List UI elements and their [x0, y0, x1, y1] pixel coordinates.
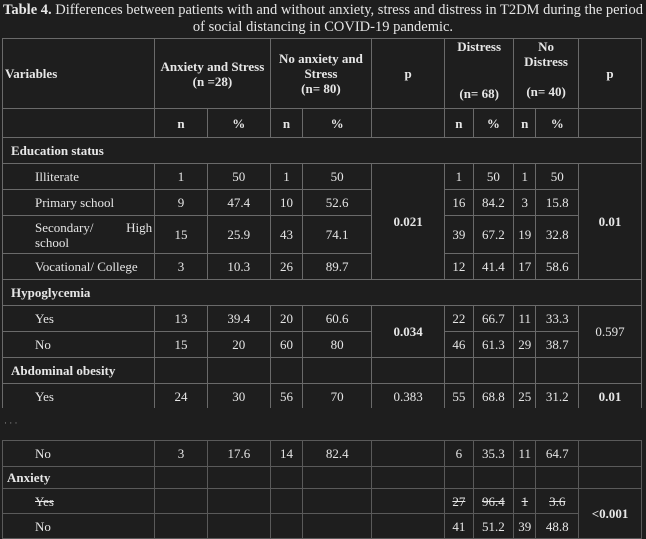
- cell: 66.7: [473, 306, 514, 332]
- distress-n: (n= 68): [459, 86, 499, 101]
- subheader-n: n: [270, 109, 302, 138]
- cell: 68.8: [473, 384, 514, 410]
- cell: 56: [270, 384, 302, 410]
- cell: 51.2: [473, 514, 514, 539]
- cell: 52.6: [303, 190, 372, 216]
- row-label: Illiterate: [3, 164, 155, 190]
- header-p1: p: [372, 39, 445, 109]
- cell: 27: [445, 489, 473, 514]
- section-row: [3, 138, 642, 164]
- cell: 55: [445, 384, 473, 410]
- cell: 25: [514, 384, 536, 410]
- cell: 19: [514, 216, 536, 254]
- cell: 13: [155, 306, 208, 332]
- cell: 6: [445, 441, 473, 467]
- cell: 60: [270, 332, 302, 358]
- section-hypoglycemia: Hypoglycemia: [3, 280, 642, 306]
- row-label: Primary school: [3, 190, 155, 216]
- results-table: [2, 38, 642, 410]
- cell: 84.2: [473, 190, 514, 216]
- header-p2: p: [579, 39, 642, 109]
- cell: 26: [270, 254, 302, 280]
- cell: 43: [270, 216, 302, 254]
- cell: 50: [473, 164, 514, 190]
- cell: 17: [514, 254, 536, 280]
- cell: 11: [514, 441, 536, 467]
- cell: 89.7: [303, 254, 372, 280]
- row-label: Vocational/ College: [3, 254, 155, 280]
- cell: 24: [155, 384, 208, 410]
- cell: 80: [303, 332, 372, 358]
- cell: 33.3: [536, 306, 579, 332]
- anx-stress-label: Anxiety and Stress: [160, 58, 265, 74]
- p-education-1: 0.021: [372, 164, 445, 280]
- cell: 58.6: [536, 254, 579, 280]
- p-education-2: 0.01: [579, 164, 642, 280]
- cell: 41: [445, 514, 473, 539]
- subheader-pct: %: [473, 109, 514, 138]
- row-label: No: [3, 332, 155, 358]
- subheader-n: n: [155, 109, 208, 138]
- cell: 48.8: [536, 514, 579, 539]
- cell: 31.2: [536, 384, 579, 410]
- subheader-pct: %: [536, 109, 579, 138]
- cell: 70: [303, 384, 372, 410]
- cell: 20: [207, 332, 270, 358]
- no-anx-stress-label: No anxiety and Stress: [279, 51, 363, 81]
- table-row: [3, 190, 642, 216]
- p-hypoglycemia-1: 0.034: [372, 306, 445, 358]
- cell: 14: [270, 441, 302, 467]
- table-row: [3, 164, 642, 190]
- table-caption: [0, 2, 646, 36]
- cell: 15: [155, 216, 208, 254]
- p-abdominal-1: 0.383: [372, 384, 445, 410]
- header-variables: Variables: [3, 39, 155, 109]
- cell: 3: [155, 254, 208, 280]
- cell: 10: [270, 190, 302, 216]
- p-anxiety-2: <0.001: [579, 489, 642, 539]
- cell: 3: [514, 190, 536, 216]
- table-row: [3, 332, 642, 358]
- header-anxiety-stress: [155, 39, 271, 109]
- subheader-n: n: [445, 109, 473, 138]
- cell: 3.6: [536, 489, 579, 514]
- subheader-row: [3, 109, 642, 138]
- cell: 1: [445, 164, 473, 190]
- cell: 39.4: [207, 306, 270, 332]
- cell: 38.7: [536, 332, 579, 358]
- header-row: [3, 39, 642, 109]
- no-distress-label: No Distress: [524, 39, 568, 69]
- cell: 41.4: [473, 254, 514, 280]
- cell: 30: [207, 384, 270, 410]
- cell: 29: [514, 332, 536, 358]
- row-label: No: [3, 441, 155, 467]
- cell: 15.8: [536, 190, 579, 216]
- cell: 50: [207, 164, 270, 190]
- table-row: [3, 384, 642, 410]
- header-no-distress: [514, 39, 579, 109]
- header-no-anxiety-stress: [270, 39, 371, 109]
- anx-stress-n: (n =28): [192, 73, 233, 89]
- row-label: Secondary/ High school: [3, 216, 155, 254]
- cell: 32.8: [536, 216, 579, 254]
- section-row: [3, 280, 642, 306]
- table-row: [3, 306, 642, 332]
- cell: 12: [445, 254, 473, 280]
- cell: 1: [514, 489, 536, 514]
- cell: 61.3: [473, 332, 514, 358]
- caption-label: Table 4.: [3, 2, 52, 18]
- subheader-pct: %: [303, 109, 372, 138]
- table-row: [3, 254, 642, 280]
- results-table-continued: [2, 440, 642, 539]
- cell: 10.3: [207, 254, 270, 280]
- cell: 67.2: [473, 216, 514, 254]
- page-break: [0, 408, 646, 432]
- cell: 64.7: [536, 441, 579, 467]
- table-row: [3, 489, 642, 514]
- cell: 1: [514, 164, 536, 190]
- section-education: Education status: [3, 138, 642, 164]
- cell: 22: [445, 306, 473, 332]
- table-row: [3, 216, 642, 254]
- cell: 35.3: [473, 441, 514, 467]
- cell: 11: [514, 306, 536, 332]
- subheader-pct: %: [207, 109, 270, 138]
- row-label: Yes: [3, 384, 155, 410]
- cell: 20: [270, 306, 302, 332]
- p-abdominal-2: 0.01: [579, 384, 642, 410]
- table-row: [3, 441, 642, 467]
- cell: 1: [155, 164, 208, 190]
- table-row: [3, 514, 642, 539]
- subheader-n: n: [514, 109, 536, 138]
- cell: 9: [155, 190, 208, 216]
- cell: 60.6: [303, 306, 372, 332]
- cell: 47.4: [207, 190, 270, 216]
- cell: 39: [514, 514, 536, 539]
- page-break-marker: · · ·: [4, 418, 18, 428]
- cell: 1: [270, 164, 302, 190]
- cell: 25.9: [207, 216, 270, 254]
- section-row: [3, 467, 642, 489]
- caption-text: Differences between patients with and without anxiety, stress and distress in T2DM during the period of social distancing in COVID-19 pandemic.: [55, 2, 643, 35]
- no-anx-stress-n: (n= 80): [301, 81, 341, 96]
- cell: 15: [155, 332, 208, 358]
- cell: 50: [303, 164, 372, 190]
- header-distress: [445, 39, 514, 109]
- cell: 74.1: [303, 216, 372, 254]
- no-distress-n: (n= 40): [526, 84, 566, 99]
- cell: 16: [445, 190, 473, 216]
- row-label: Yes: [3, 489, 155, 514]
- section-row: [3, 358, 642, 384]
- row-label: Yes: [3, 306, 155, 332]
- row-label: No: [3, 514, 155, 539]
- p-hypoglycemia-2: 0.597: [579, 306, 642, 358]
- cell: 46: [445, 332, 473, 358]
- section-abdominal: Abdominal obesity: [3, 358, 155, 384]
- cell: 3: [155, 441, 208, 467]
- cell: 50: [536, 164, 579, 190]
- distress-label: Distress: [457, 39, 502, 54]
- cell: 17.6: [207, 441, 270, 467]
- section-anxiety: Anxiety: [3, 467, 155, 489]
- cell: 82.4: [303, 441, 372, 467]
- cell: 96.4: [473, 489, 514, 514]
- cell: 39: [445, 216, 473, 254]
